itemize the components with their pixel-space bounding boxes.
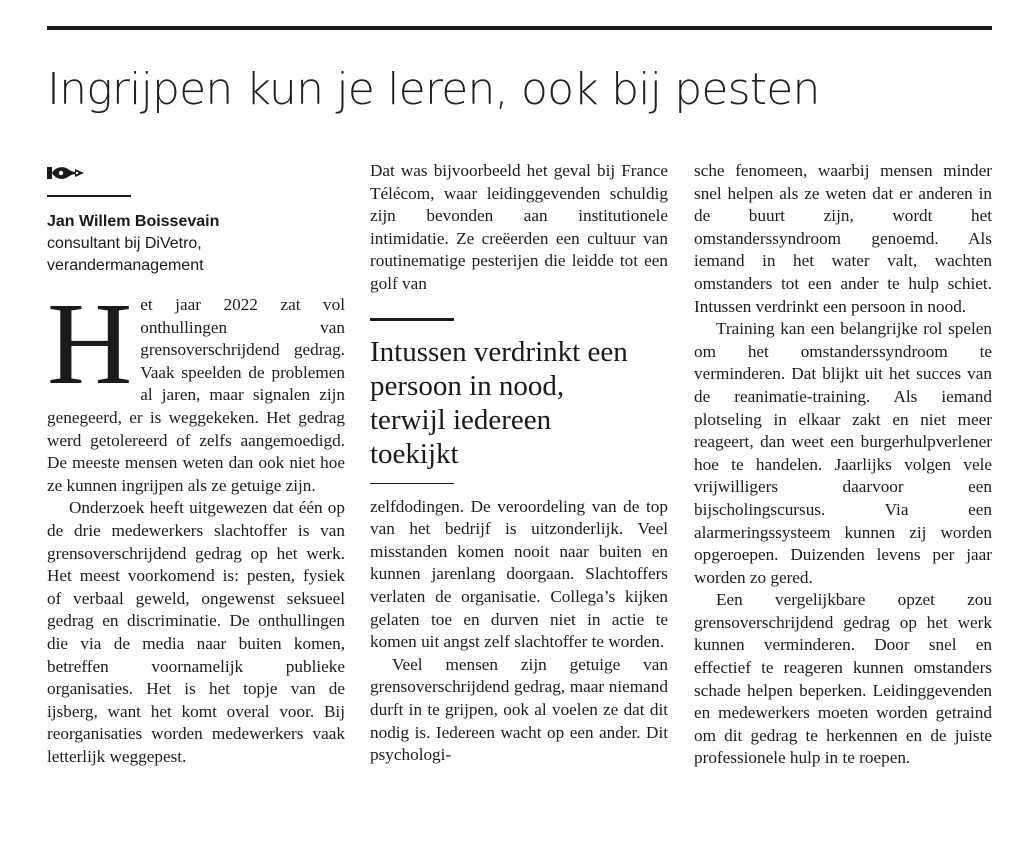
pull-quote: Intussen verdrinkt een persoon in nood, terwijl iedereen toekijkt — [370, 335, 628, 470]
body-paragraph: zelfdodingen. De veroordeling van de top van het bedrijf is uitzonderlijk. Veel misstanden komen nooit naar buiten en kunnen jarenlang doorgaan. Slachtoffers verlaten de organisatie. Collega’s kijken gelaten toe en durven niet in actie te komen uit angst zelf slachtoffer te worden. — [370, 496, 668, 652]
body-paragraph: Veel mensen zijn getuige van grensoverschrijdend gedrag, maar niemand durft in te grijpen, ook al voelen ze dat dit nodig is. Iedereen wacht op een ander. Dit psychologi- — [370, 654, 668, 765]
pull-quote-rule-bottom — [370, 483, 454, 484]
pen-nib-icon — [47, 164, 85, 182]
body-paragraph: Training kan een belangrijke rol spelen om het omstanderssyndroom te verminderen. Dat blijkt uit het succes van de reanimatie-training. Als iemand plotseling in elkaar zakt en niet meer reageert, dan weet een burgerhulpverlener hoe te handelen. Jaarlijks volgen vele vrijwilligers daarvoor een bijscholingscursus. Via een alarmeringssysteem kunnen zij worden opgeroepen. Duizenden levens per jaar worden zo gered. — [694, 319, 992, 587]
body-paragraph: Onderzoek heeft uitgewezen dat één op de drie medewerkers slachtoffer is van grensoverschrijdend gedrag op het werk. Het meest voorkomend is: pesten, fysiek of verbaal geweld, ongewenst seksueel gedrag en discriminatie. De onthullingen die via de media naar buiten komen, betreffen voornamelijk publieke organisaties. Het is het topje van de ijsberg, want het komt overal voor. Bij reorganisaties worden medewerkers vaak letterlijk weggepest. — [47, 498, 345, 766]
dropcap-paragraph — [47, 278, 345, 497]
body-paragraph: Dat was bijvoorbeeld het geval bij France Télécom, waar leidinggevenden schuldig zijn bevonden aan institutionele intimidatie. Ze creëerden een cultuur van routinematige pesterijen die leidde tot een golf van — [370, 161, 668, 293]
author-role: consultant bij DiVetro, verandermanagement — [47, 235, 204, 274]
column-3 — [694, 160, 992, 770]
body-paragraph: Een vergelijkbare opzet zou grensoverschrijdend gedrag op het werk kunnen verminderen. Door snel en effectief te reageren kunnen omstanders schade helpen beperken. Leidinggevenden en medewerkers moeten worden getraind om dit gedrag te herkennen en de juiste professionele hulp in te roepen. — [694, 590, 992, 768]
body-paragraph: sche fenomeen, waarbij mensen minder snel helpen als ze weten dat er anderen in de buurt zijn, wordt het omstanderssyndroom genoemd. Als iemand in het water valt, wachten omstanders tot een ander te hulp schiet. Intussen verdrinkt een persoon in nood. — [694, 161, 992, 316]
column-1 — [47, 160, 345, 768]
dropcap-letter: H — [47, 278, 133, 409]
author-name: Jan Willem Boissevain — [47, 213, 220, 230]
headline: Ingrijpen kun je leren, ook bij pesten — [47, 64, 820, 115]
top-rule — [47, 26, 992, 30]
byline-rule — [47, 195, 131, 197]
pull-quote-rule-top — [370, 318, 454, 321]
column-2 — [370, 160, 668, 767]
body-paragraph: et jaar 2022 zat vol onthullingen van grensoverschrijdend gedrag. Vaak speelden de problemen al jaren, maar signalen zijn genegeerd, er is weggekeken. Het gedrag werd getolereerd of zelfs aangemoedigd. De meeste mensen weten dan ook niet hoe ze kunnen ingrijpen als ze getuige zijn. — [47, 295, 345, 495]
